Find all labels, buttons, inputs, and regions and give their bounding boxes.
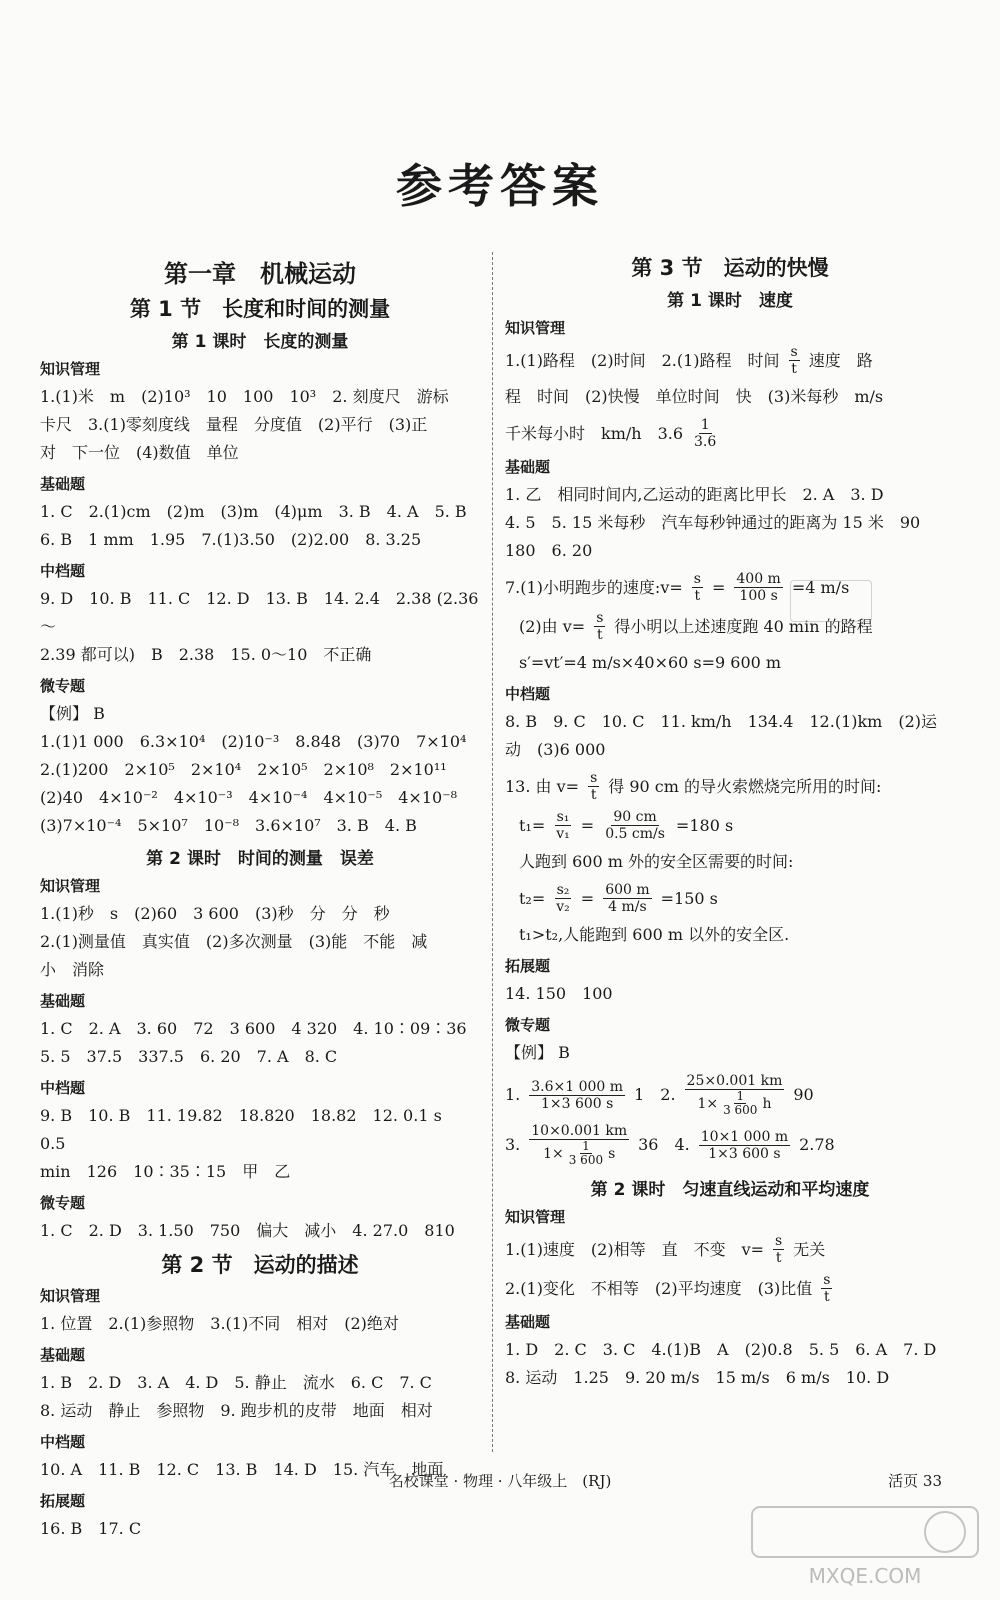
section-title: 第 1 节 长度和时间的测量 (129, 297, 391, 321)
heading-zdt: 中档题 (505, 685, 551, 703)
answer-line: 【例】 B (40, 704, 105, 723)
answer-line: s′=vt′=4 m/s×40×60 s=9 600 m (519, 653, 782, 672)
heading-tzt: 拓展题 (505, 957, 551, 975)
answer-line: 2.(1)200 2×10⁵ 2×10⁴ 2×10⁵ 2×10⁸ 2×10¹¹ (40, 760, 447, 779)
answer-line: 千米每小时 km/h 3.6 $\frac{1}{3.6}$ (505, 417, 717, 450)
watermark-logo-icon (750, 1505, 980, 1590)
page-title: 参考答案 (396, 159, 604, 213)
answer-line: 1. 位置 2.(1)参照物 3.(1)不同 相对 (2)绝对 (40, 1314, 399, 1333)
column-divider (492, 252, 493, 1452)
answer-line: 1.(1)速度 (2)相等 直 不变 v= $\frac{s}{t}$ 无关 (505, 1233, 826, 1266)
answer-line: 卡尺 3.(1)零刻度线 量程 分度值 (2)平行 (3)正 (40, 415, 428, 434)
answer-line: 180 6. 20 (505, 541, 593, 560)
answer-line: 动 (3)6 000 (505, 740, 606, 759)
fraction: $\frac{s}{t}$ (775, 1233, 783, 1266)
answer-line: 1. C 2. D 3. 1.50 750 偏大 减小 4. 27.0 810 (40, 1221, 455, 1240)
fraction: $\frac{\text{s₂}}{\text{v₂}}$ (556, 882, 570, 915)
answer-line: 6. B 1 mm 1.95 7.(1)3.50 (2)2.00 8. 3.25 (40, 530, 422, 549)
answer-line: 9. D 10. B 11. C 12. D 13. B 14. 2.4 2.38 (2.36～ (40, 589, 479, 636)
answer-line: (2)由 v= $\frac{s}{t}$ 得小明以上述速度跑 40 min 的路程 (519, 610, 873, 643)
answer-line: 13. 由 v= $\frac{s}{t}$ 得 90 cm 的导火索燃烧完所用的时间: (505, 770, 882, 803)
heading-jct: 基础题 (40, 475, 86, 493)
heading-zsgl: 知识管理 (505, 319, 566, 337)
fraction: $\frac{s}{t}$ (790, 344, 798, 377)
answer-line: min 126 10∶35∶15 甲 乙 (40, 1162, 291, 1181)
answer-line: 1.(1)路程 (2)时间 2.(1)路程 时间 $\frac{s}{t}$ 速度 路 (505, 344, 873, 377)
heading-zsgl: 知识管理 (505, 1208, 566, 1226)
answer-line: 【例】 B (505, 1043, 570, 1062)
section-title: 第 3 节 运动的快慢 (631, 256, 829, 280)
answer-line: 1. C 2.(1)cm (2)m (3)m (4)μm 3. B 4. A 5. B (40, 502, 467, 521)
heading-jct: 基础题 (40, 992, 86, 1010)
answer-line: 2.(1)变化 不相等 (2)平均速度 (3)比值 $\frac{s}{t}$ (505, 1272, 831, 1305)
heading-wzt: 微专题 (505, 1016, 551, 1034)
answer-line: 1.(1)米 m (2)10³ 10 100 10³ 2. 刻度尺 游标 (40, 387, 449, 406)
answer-line: 14. 150 100 (505, 984, 613, 1003)
left-column (40, 248, 480, 1543)
heading-zsgl: 知识管理 (40, 360, 101, 378)
fraction: $\frac{600 m}{4 m/s}$ (605, 882, 650, 915)
lesson-title: 第 1 课时 长度的测量 (171, 332, 349, 352)
answer-line: 对 下一位 (4)数值 单位 (40, 443, 239, 462)
heading-wzt: 微专题 (40, 677, 86, 695)
fraction: $\frac{\text{s₁}}{\text{v₁}}$ (556, 809, 570, 842)
answer-line: 5. 5 37.5 337.5 6. 20 7. A 8. C (40, 1047, 338, 1066)
answer-line: 1.(1)秒 s (2)60 3 600 (3)秒 分 分 秒 (40, 904, 390, 923)
answer-line: 1. C 2. A 3. 60 72 3 600 4 320 4. 10∶09∶36 (40, 1019, 467, 1038)
answer-line: 10. A 11. B 12. C 13. B 14. D 15. 汽车 地面 (40, 1460, 444, 1479)
heading-jct: 基础题 (40, 1346, 86, 1364)
answer-line: 小 消除 (40, 960, 105, 979)
stamp-icon (790, 580, 872, 622)
fraction: $\frac{400 m}{100 s}$ (736, 571, 781, 604)
heading-tzt: 拓展题 (40, 1492, 86, 1510)
watermark-text: MXQE.COM (808, 1564, 922, 1588)
page-number: 活页 33 (888, 1472, 942, 1490)
answer-line: 3. 10×0.001 km 1× $\frac{1}{3 600}$ s 36 4. $\frac{10\times 1 000 m}{1\times 3 600 s}$ 2.78 (505, 1123, 835, 1167)
answer-line: 程 时间 (2)快慢 单位时间 快 (3)米每秒 m/s (505, 387, 884, 406)
fraction: $\frac{90 cm}{0.5 cm/s}$ (605, 809, 665, 842)
answer-line: (2)40 4×10⁻² 4×10⁻³ 4×10⁻⁴ 4×10⁻⁵ 4×10⁻⁸ (40, 788, 458, 807)
answer-line: 9. B 10. B 11. 19.82 18.820 18.82 12. 0.1 s 0.5 (40, 1106, 458, 1153)
section-title: 第 2 节 运动的描述 (161, 1253, 359, 1277)
answer-line: 7.(1)小明跑步的速度:v= $\frac{s}{t}$ = $\frac{400 m}{100 s}$ =4 m/s (505, 571, 850, 604)
lesson-title: 第 1 课时 速度 (667, 291, 793, 311)
page-footer (0, 1470, 1000, 1500)
fraction: 25×0.001 km 1× $\frac{1}{3 600}$ h (686, 1073, 783, 1117)
lesson-title: 第 2 课时 时间的测量 误差 (146, 849, 374, 869)
answer-line: 1. D 2. C 3. C 4.(1)B A (2)0.8 5. 5 6. A 7. D (505, 1340, 937, 1359)
answer-line: t₁= $\frac{\text{s₁}}{\text{v₁}}$ = $\frac{90 cm}{0.5 cm/s}$ =180 s (519, 809, 734, 842)
answer-line: 8. 运动 1.25 9. 20 m/s 15 m/s 6 m/s 10. D (505, 1368, 890, 1387)
fraction: $\frac{10\times 1 000 m}{1\times 3 600 s}$ (700, 1128, 789, 1162)
heading-jct: 基础题 (505, 458, 551, 476)
answer-line: (3)7×10⁻⁴ 5×10⁷ 10⁻⁸ 3.6×10⁷ 3. B 4. B (40, 816, 417, 835)
lesson-title: 第 2 课时 匀速直线运动和平均速度 (590, 1180, 870, 1200)
heading-zdt: 中档题 (40, 1433, 86, 1451)
answer-line: 1. 乙 相同时间内,乙运动的距离比甲长 2. A 3. D (505, 485, 884, 504)
fraction: $\frac{s}{t}$ (596, 610, 604, 643)
chapter-title: 第一章 机械运动 (164, 260, 356, 288)
fraction: $\frac{3.6\times 1 000 m}{1\times 3 600 s}$ (531, 1078, 624, 1112)
answer-line: t₂= $\frac{\text{s₂}}{\text{v₂}}$ = $\frac{600 m}{4 m/s}$ =150 s (519, 882, 718, 915)
answer-line: 8. B 9. C 10. C 11. km/h 134.4 12.(1)km (2)运 (505, 712, 938, 731)
answer-line: 2.39 都可以) B 2.38 15. 0～10 不正确 (40, 645, 372, 664)
answer-line: 16. B 17. C (40, 1519, 142, 1538)
answer-line: 8. 运动 静止 参照物 9. 跑步机的皮带 地面 相对 (40, 1401, 433, 1420)
fraction: 10×0.001 km 1× $\frac{1}{3 600}$ s (531, 1123, 628, 1167)
fraction: $\frac{s}{t}$ (823, 1272, 831, 1305)
answer-line: 1. B 2. D 3. A 4. D 5. 静止 流水 6. C 7. C (40, 1373, 432, 1392)
heading-zsgl: 知识管理 (40, 877, 101, 895)
answer-line: 1. $\frac{3.6\times 1 000 m}{1\times 3 600 s}$ 1 2. 25×0.001 km 1× $\frac{1}{3 600}$ h 90 (505, 1073, 814, 1117)
answer-line: 4. 5 5. 15 米每秒 汽车每秒钟通过的距离为 15 米 90 (505, 513, 921, 532)
heading-zdt: 中档题 (40, 562, 86, 580)
heading-zsgl: 知识管理 (40, 1287, 101, 1305)
heading-wzt: 微专题 (40, 1194, 86, 1212)
heading-zdt: 中档题 (40, 1079, 86, 1097)
fraction: $\frac{s}{t}$ (693, 571, 701, 604)
fraction: $\frac{s}{t}$ (590, 770, 598, 803)
answer-line: 人跑到 600 m 外的安全区需要的时间: (519, 852, 794, 871)
heading-jct: 基础题 (505, 1313, 551, 1331)
right-column (505, 248, 955, 1392)
footer-book-title: 名校课堂 · 物理 · 八年级上 (RJ) (388, 1472, 612, 1490)
answer-line: 2.(1)测量值 真实值 (2)多次测量 (3)能 不能 减 (40, 932, 428, 951)
answer-line: t₁>t₂,人能跑到 600 m 以外的安全区. (519, 925, 790, 944)
fraction: $\frac{1}{3.6}$ (694, 417, 717, 450)
answer-line: 1.(1)1 000 6.3×10⁴ (2)10⁻³ 8.848 (3)70 7×10⁴ (40, 732, 467, 751)
